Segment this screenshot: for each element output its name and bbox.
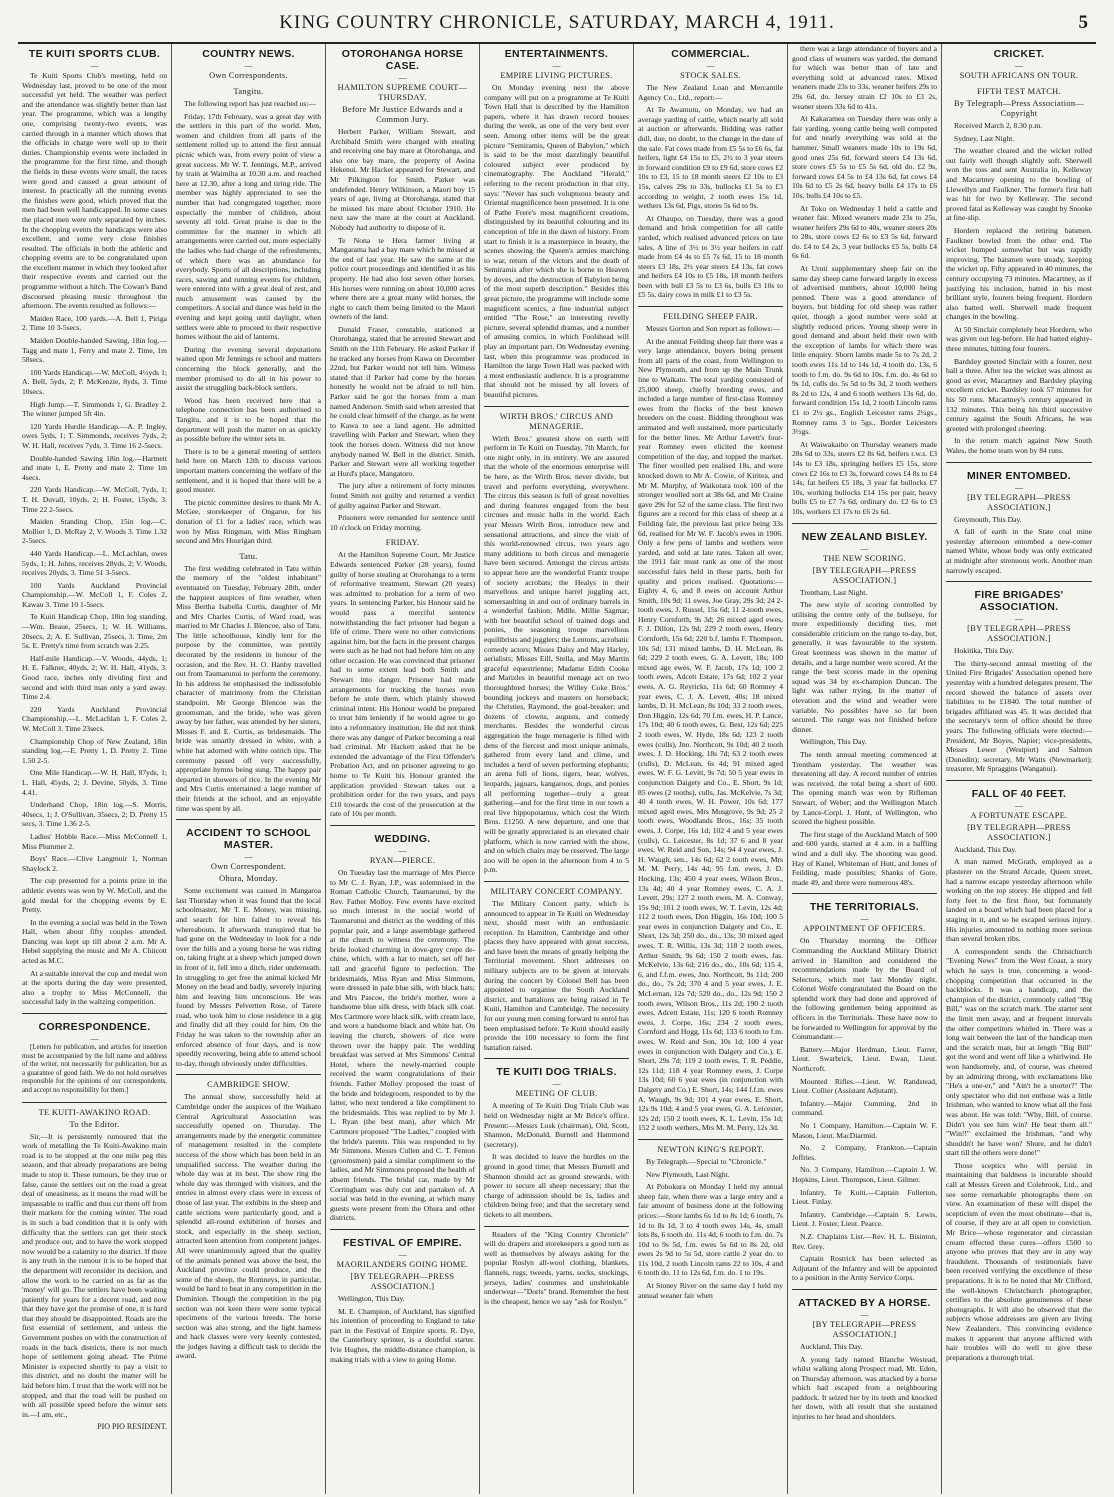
article-paragraph: Greymouth, This Day. [954, 514, 1022, 524]
article-paragraph: Wood has been received here that a telephone connection has been authorised to Tangitu, and it is to be hoped that the department will push the matter on as quickly as possible before the winter sets in. [176, 395, 321, 444]
article-paragraph: On Monday evening next the above company will put on a programme at Te Kuiti Town Hall that is described by the Hamilton papers, where it has drawn record houses during the week, as one of the very best ever seen. Among other items will be the great picture "Semiramis, Queen of Babylon," which is said to be the most dazzlingly beautiful coloured subject ever produced by cinematography. The Auckland "Herald," referring to the recent production in that city, says: "Never has such voluptuous beauty and Oriental magnificence been presented. It is one of Pathe Frere's most magnificent creations, distinguished by its beautiful colouring and its conception of life in the dawn of history. From start to finish it is a masterpiece in beauty, the scenes showing the Queen's armies marching to war, return of the victors and the death of Semiramis after which she is borne to Heaven by doves, and the destruction of Babylon being of the most superb description." Besides this great picture, the programme will include some magnificent scenics, a fine industrial subject entitled "The Rose," an interesting revelly picture, several splendid dramas, and a number of amusing comics, in which Foolshead will play an important part. On Wednesday evening last, when this programme was produced in Hamilton the large Town Hall was packed with a most enthusiastic audience. It is a programme that should not be missed by all lovers of beautiful pictures. [484, 83, 629, 399]
article [638, 306, 783, 1133]
article-paragraph: [Letters for publication, and articles for insertion must be accompanied by the full name and address of the writer, not necessarily for publication, but as a guarantee of good faith. We do not hold ourselves responsible for the opinions of our correspondents, and accept no responsibility for them.] [22, 1044, 167, 1094]
page-number: 5 [1078, 12, 1088, 33]
article-paragraph: The thirty-second annual meeting of the United Fire Brigades' Association opened here yesterday with a hundred delegates present. The record showed the balance of assets over liabilities to be £1840. The total number of brigades affiliated was 45. It was decided that the secretary's term of office should be three years. The following officials were elected:—President, Mr Boyes, Napier; vice-presidents, Messrs Lewer (Westport) and Salmon (Dunedin); secretary, Mr Watts (Newmarket); treasurer, Mr Spraggins (Wanganui). [946, 658, 1092, 774]
article-paragraph: Bardsley greeted Sinclair with a fourer, next ball a three. After tea the wicket was almost as good as ever, Macartney and Bardsley playing excellent cricket. Bardsley took 57 minutes for his 50 runs. Macartney's century appeared in 132 minutes. This being his third successive century against the South Africans, he was greeted with prolonged cheering. [946, 356, 1092, 433]
article [176, 552, 321, 813]
article [22, 48, 167, 1007]
article-paragraph: Received March 2, 8.30 p.m. [954, 121, 1043, 130]
article [176, 819, 321, 1068]
article-paragraph: At Stoney River on the same day I held my annual weaner fair when [638, 1281, 783, 1300]
article [176, 87, 321, 546]
article-paragraph: Te Nona te Hera farmer living at Mangarama had a bay mare which he missed at the end of last year. He saw the same at the police court proceedings and identified it as his property. He had also lost seven other horses. His horses were running on about 10,000 acres where there are a great many wild horses, the right to catch them being limited to the Maori owners of the land. [330, 235, 475, 322]
article-subheading: APPOINTMENT OF OFFICERS. [803, 924, 926, 934]
article-paragraph: By Telegraph.—Special to "Chronicle." [646, 1156, 767, 1166]
article-headline: FESTIVAL OF EMPIRE. [342, 1236, 463, 1249]
headline-divider: — [1015, 614, 1023, 624]
article-paragraph: Infantry, Cambridge.—Captain S. Lewis, Lieut. J. Foster, Lieut. Pearce. [792, 1209, 937, 1229]
article-paragraph: Sydney, Last Night. [954, 133, 1015, 143]
article-paragraph: Wirth Bros.' greatest show on earth will perform in Te Kuiti on Tuesday, 7th March, for one night only, in its entirety. We are assured that the whole of the enormous enterprise will be here, as the Wirth Bros. never divide, but travel and perform everything, everywhere. The circus this season is full of great novelties and during features engaged from the best circuses and music halls in the world. Each year Messrs Wirth Bros. introduce new and sensational attractions, and since the visit of this world-renowned circus, two years ago many additions to both circus and menagerie have been secured. Amongst the circus artists to appear here are the wonderful Frantz troupe of society acrobats; the Healys in their marvellous and unique barrel juggling act, somersaulting in and out of ordinary barrels in a wonderful fashion; Mdlle. Millie Sagmar, with her beautiful school of trained dogs and ponies, the seasoning troupe marvellous equilibrists and jugglers; the Lentons, acrobatic comedy actors; Misses Daisy and May Harley, aerialists; Misses Eill, Stella, and May Martin graceful equestrienne; Madame Edith Cooke and Marizles in beautiful menage act on two thoroughbred horses; the Willey Coke Bros.' bounding jockeys and masters on horseback; the Christies, Raymond, the goal-breaker; and dozens of clowns, augusts, and comedy merchants. Besides the wonderful circus aggregation the huge menagerie is filled with dens of the fiercest and most unique animals, gathered from every land and clime, and includes a herd of seven performing elephants; an arena full of lions, tigers, bear, wolves, leopards, jaguars, kangaroos, dogs, and ponies all performing together—truly a great gathering—and for the first time in our town a real live hippopotamus, which cost the Wirth Bros. £1250. A new departure, and one that will be greatly appreciated is an elevated chair platform, which is now carried with the show, and on which chairs may be reserved. The large zoo will be open in the afternoon from 4 to 5 p.m. [484, 433, 630, 875]
article-paragraph: Maiden Standing Chop, 15in log.—C. Mollier 1, D. McRay 2, V. Woods 3. Time 1.32 2-5secs. [22, 517, 167, 546]
article [176, 48, 321, 81]
article-subheading: Tangitu. [233, 87, 264, 96]
article [638, 48, 783, 300]
article-paragraph: Friday, 17th February, was a great day with the settlers in this part of the world. Men, women and children from all parts of the settlement rolled up to attend the first annual picnic which was, from every point of view a great success. Mr W. T. Jennings, M.P., arrived by train at Waimiha at 10.30 a.m. and reached here at 12.30, after a long and tiring ride. The member was highly appreciated to see the number that had congregated together, more especially the number of children, about seventy all told. Great praise is due to the committee for the manner in which all arrangements were carried out, more especially the ladies who had charge of the refreshments, of which there was an abundance for everybody. Sports of all descriptions, including races, sawing and running events for children, were entered into with a great deal of zest, and much amusement was caused by the competitors. A social and dance was held in the evening and kept going until daylight, when settlers were able to proceed to their respective homes without the aid of lanterns. [176, 111, 321, 342]
article-subheading: Own Correspondent. [210, 862, 287, 872]
letter-signature: PIO PIO RESIDENT. [97, 1422, 167, 1432]
article-headline: FALL OF 40 FEET. [971, 787, 1067, 800]
article [484, 406, 629, 875]
article [330, 48, 475, 532]
article-headline: COUNTRY NEWS. [202, 48, 295, 60]
article [792, 1289, 937, 1422]
column-4 [480, 44, 634, 1494]
headline-divider: — [552, 61, 561, 70]
article-paragraph: The weather cleared and the wicket rolled out fairly well though slightly soft. Sherwell won the toss and sent Australia in, Kelleway and Macartney opening to the bowling of Llewellyn and Faulkner. The former's first ball was hit for two by Kelleway. The second proved fatal as Kelleway was caught by Snooke at fine-slip. [946, 146, 1092, 223]
article-paragraph: At Ohaupo, on Tuesday, there was a good demand and brisk competition for all cattle yarded, which realised advanced prices on late sales. A line of 3½ to 3½ year heifers in calf made from £4 4s to £5 7s 6d, 15 to 18 month steers £3 18s, 2½ year steers £4 13s, fat cows and heifers £4 10s to £5 18s, 18 month heifers been with bull £3 5s to £3 6s, bulls £3 10s to £5 5s, dairy cows in milk £1 to £3 5s. [638, 213, 783, 300]
article-paragraph: A correspondent sends the Christchurch "Evening News" from the West Coast, a story which he says is true, concerning a wood-chopping competition that occurred in the backblocks. It was a handicap, and the champion of the district, commonly called "Big Bill," was on the scratch mark. The starter sent the limit men away, and at frequent intervals the other competitors whirled in. There was a long wait between the last of the handicap men and the scratch man, but at length "Big Bill" got the word and went off like a whirlwind. He won handsomely, and, of course, was cheered by an admiring throng, with exclamations like "He's a one-er," and "Ain't he a snorter?" The only spectator who did not enthuse was a little Irishman, who wanted to know what all the fuss was about. He was told: "Why, Bill, of course. Didn't you see him win? He beat them all." "Win!!" exclaimed the Irishman, "and why shouldn't he have won? Shure, and he didn't start till the others were done!" [946, 946, 1092, 1158]
article-paragraph: At Waiwakaiho on Thursday weaners made 28s 6d to 33s, steers £2 8s 6d, heifers r.w.s. £3 14s to £3 18s, springing heifers £5 15s, store cows £2 16s to £3 3s, forward cows £4 8s to £4 14s, fat heifers £5 18s, 3 year fat bullocks £7 10s, working bullocks £14 15s per pair, heavy bulls £5 to £7 7s 6d, ordinary do. £2 6s to £3 10s, workers £3 17s to £6 2s 6d. [792, 439, 937, 516]
headline-divider: — [398, 1249, 407, 1259]
article [484, 881, 629, 1053]
article-paragraph: Hokitika, This Day. [954, 646, 1014, 656]
article-paragraph: M. E. Champion, of Auckland, has signified his intention of proceeding to England to take part in the Festival of Empire sports. R. Dye, the Canterbury sprinter, is a doubtful starter. Ivie Hughes, the middle-distance champion, is making trials with a view to going Home. [330, 1306, 475, 1364]
article-subheading: Own Correspondents. [209, 71, 288, 80]
article-paragraph: Championship Chop of New Zealand, 18in standing log.—E. Pretty 1, D. Pretty 2. Time 1.50 2-5. [22, 736, 167, 765]
article-paragraph: there was a large attendance of buyers and a good class of weaners was yarded, the demand for which was better than of late and everything sold at advanced rates. Mixed weaners made 23s to 33s, weaner heifers 29s to 29s 6d, do. Jersey strain £2 10s to £3 2s, weaner steers 33s 6d to 41s. [792, 44, 937, 111]
article-paragraph: Infantry.—Major Cumming, 2nd in command. [792, 1098, 937, 1118]
article-subheading: MAORILANDERS GOING HOME. [336, 1259, 469, 1269]
headline-divider: — [90, 61, 99, 70]
article-paragraph: Wellington, This Day. [800, 737, 867, 747]
article [792, 44, 937, 517]
article-paragraph: Ladies' Hobble Race.—Miss McConnell 1, Miss Plummer 2. [22, 831, 167, 851]
article-byline: To the Editor. [69, 1119, 120, 1129]
article-headline: THE TERRITORIALS. [809, 901, 920, 914]
article-paragraph: At 50 Sinclair completely beat Hordern, who was given out leg-before. He had batted eighty-three minutes, hitting four fourers. [946, 324, 1092, 354]
article-paragraph: The new style of scoring controlled by utilising the centre only of the bullseye, for more expeditiously deciding ties, met considerable criticism on the range to-day, but, generally, it was favourable to the system. Great keenness was shown in the matter of details, and a large number were scored. At the range the best scores made in the opening squad was 34 by ex-champion Duncan. The light was rather trying. In the matter of elevation and the wind and weather were variable. No possibles have so far been secured. The range was not finished before dinner. [792, 600, 937, 734]
article-paragraph: Te Kuiti Handicap Chop, 18in log standing.—Wm. Beaue, 25secs, 1; W. H. Williams, 20secs, 2; A. E. Sullivan, 25secs, 3. Time, 2m 5s. E. Pretty's time from scratch was 2.25. [22, 612, 167, 651]
article-paragraph: Sir,—It is persistently rumoured that the work of metalling the Te Kuiti-Awakino main road is to be stopped at the one mile peg this season, and that already preparations are being made to stop it. These rumours, be they true or false, cause the settlers out on the road a great deal of uneasiness, as it means the road will be impassable to traffic and thus cut them off from their markets for the coming winter. The road is in such a bad condition that it is only with difficulty that the settlers can get their stock and produce out, and to have the work stopped now would be a calamity to the district. If there is any truth in the rumour it is to be hoped that the department will reconsider its decision, and allow the work to be carried on as far as the 'money' will go. The settlers have been waiting patiently for years for a decent road, and now that they have got the promise of one, it is hard that they should be disappointed. Roads are the first essential of settlement, and unless the Government pushes on with the construction of roads in the back districts, there is not much hope of settlement going ahead. The Prime Minister is expected shortly to pay a visit to this district, and no doubt the matter will be laid before him. I trust that the work will not be stopped, and that the road will be pushed on with all possible speed before the winter sets in.—I am, etc., [22, 1131, 167, 1419]
article-subheading: EMPIRE LIVING PICTURES. [500, 71, 613, 80]
article-paragraph: The New Zealand Loan and Mercantile Agency Co., Ltd., report:— [638, 83, 783, 102]
article-headline: NEW ZEALAND BISLEY. [801, 530, 928, 543]
article-paragraph: Wellington, This Day. [338, 1293, 405, 1303]
article [946, 462, 1092, 576]
article-byline: Before Mr Justice Edwards and a Common Jury. [342, 105, 463, 124]
article-paragraph: It was decided to leave the hurdles on the ground in good time; that Messrs Burnell and Shannon should act as ground stewards, with power to secure all sheep necessary; that the charge of admission should be 1s, ladies and children being free; and that the secretary send tickets to all members. [484, 1152, 629, 1219]
article-subheading: A FORTUNATE ESCAPE. [970, 810, 1068, 820]
article-paragraph: The Military Concert party, which is announced to appear in Te Kuiti on Wednesday next, should meet with an enthusiastic reception. In Hamilton, Cambridge and other places they have appeared with great success, and have been the means of greatly helping the Territorial movement. Short addresses on military subjects are to be given at intervals during the concert by Colonel Bell has been appointed to organise the South Auckland district, and battalions are being raised in Te Kuiti, Hamilton and Cambridge. The necessity for our young men coming forward to enrol has been emphasised before. Te Kuiti should easily provide the 100 necessary to form the first battalion raised. [484, 898, 629, 1052]
article [330, 1229, 475, 1364]
article [946, 48, 1092, 81]
article-paragraph: Messrs Gorton and Son report as follows:— [646, 324, 781, 334]
article-headline: WEDDING. [374, 832, 431, 845]
article-paragraph: Infantry, Te Kuiti.—Captain Fullerton, Lieut. Finlay. [792, 1187, 937, 1207]
article-subheading: FRIDAY. [385, 538, 420, 548]
article [22, 1102, 167, 1432]
article-paragraph: At the annual Feilding sheep fair there was a very large attendance, buyers being present from all parts of the coast, from Wellington to New Plymouth, and from up the Main Trunk line to Waikato. The total yarding consisted of 25,000 sheep, chiefly breeding ewes, and included a large number of first-class Romney ewes from the flocks of the best known breeders on the coast. Bidding throughout was animated and well sustained, more particularly for the better lines. Mr Arthur Levett's four-year Romney ewes elicited the keenest competition of the day, and topped the market. The finer woolled pen realised 18s, and were knocked down to Mr A. Cowie, of Kiritea, and Mr M. Murphy, of Waikotara took 100 of the stronger woolled sort at 38s 6d, and Mr Craine gave 29s for 52 of the same class. The first two figures are a record for this class of sheep at a Feilding fair, the previous last price being 33s 6d, realised for Mr W. F. Jacob's ewes in 1906. Only a few pens of lambs and wethers were yarded, and sold at late rates. Taken all over, the 1911 fair must rank as one of the most successful fairs held in these parts, both for quality and prices realised. Quotations:—Eighty 4, 6, and 8 ewes on account Arthur Smith, 10s 9d; 11 ewes, Joe Gray, 29s 3d; 24 2-tooth ewes, J. Russel, 15s 6d; 11 2-tooth ewes, Henry Cornforth, 9s 3d; 26 mixed aged ewes, F. J. Dillon, 12s 9d; 229 2 tooth ewes, Henry Cornforth, 15s 6d; 220 b.f. lambs F. Thompson, 10s 5d; 131 mixed lambs, D. H. McLean, 8s 6d; 229 2 tooth ewes, G. A. Levett, 18s; 100 mixed age ewes, W. F. Jacob, 17s 1d; 100 2 tooth ewes, Adcett Estate, 17s 6d; 102 2 year ewes, A. G. Reyricks, 11s 6d; 60 Romney 4 year ewes, C. J. A. Levett, 40s; 18 mixed lambs, D. H. McLean, 8s 10d; 33 2 tooth ewes, Don Higgin, 12s 6d; 70 f.m. ewes, H. P. Lance, 17s 10d; 40 6 tooth ewes, G. Best, 12s 6d; 225 2 tooth ewes, W. Hyde, 18s 6d; 123 2 tooth ewes (culls), Jno. Northcott, 9s 10d; 40 2 tooth ewes, J. D. Hocking, 18s 7d; 63 2 tooth ewes (culls), D. McLean, 6s 4d; 91 mixed aged ewes, W. F. G. Levitt, 9s 7d; 50 5 year ewes in conjunction Daigety and Co., E. Short, 9s 1d; 85 ewes (2 tooths), culls, Jas. McKelvie, 7s 3d; 40 4 tooth ewes, W. H. Power, 10s 6d; 177 mixed aged ewes, Mrs Musgrove, 9s 9d; 25 2 tooth ewes, Woodlands Bros., 16s; 35 tooth ewes, J. Corpe, 16s 1d; 102 4 and 5 year ewes (culls), G. Leicester, 8s 1d; 37 6 and 8 year ewes, W. Reid and Son, 14s; 94 4 year ewes, J. H. Waugh, sen., 14s 6d; 62 2 tooth ewes, Mrs M. M. Perry, 14s 4d; 95 f.m. ewes, J. D. Hocking, 13s; 450 4 year ewes, Wilson Bros., 13s 4d; 40 4 year Romney ewes, C. A. J. Levett, 29s; 127 2 tooth ewes, M. A. Conway, 15s 9d; 101 2 tooth ewes, W. T. Levin, 12s 4d; 112 2 tooth ewes, Don Higgin, 16s 10d; 100 5 year ewes in conjunction Daigety and Co., E. Short, 12s 3d; 250 do., do., 13s; 30 mixed aged ewes, T. R. Willis, 13s 3d; 118 2 tooth ewes, Arthur Smith, 9s 6d; 150 2 tooth ewes, Jas. McKelvie, 13s 6d; 216 do., do., 10s 6d; 115 4, 6, and f.f.m. ewes, Jno. Northcott, 9s 11d; 200 do., do., 7s 2d; 370 4 and 5 year ewes, J. E. McLernan, 12s 7d; 520 do., do., 12s 9d; 150 2 tooth ewes, Wilson Bros., 11s 2d; 190 2 tooth ewes, Adcett Estate, 11s; 120 6 tooth Romney ewes, J. Corpe, 16s; 234 2 tooth ewes, Cornford and Hogg, 11s 6d; 133 6 tooth to f.m. ewes, W. Reid and Son, 10s 1d; 100 4 year ewes in conjunction with Dalgety and Co.), E. Short, 29s 7d; 119 2 tooth ewes, T. R. Peddie, 12s 11d; 118 4 year Romney ewes, J. Corpe 13s 10d; 60 6 year ewes (in conjunction with Dalgety and Co.) E. Short, 14s; 144 f.f.m. ewes A. Waugh, 9s 9d; 101 4 year ewes, E. Short, 12s 9s 10d; 4 and 5 year ewes, G. A. Leicester, 12s 2d; 150 2 tooth ewes, K. L. Levin, 15s 1d; 152 2 tooth wethers, Mrs M. M. Perry, 12s 3d. [638, 336, 783, 1133]
article-paragraph: Maiden Double-handed Sawing, 18in log.—Tagg and mate 1, Ferry and mate 2. Time, 1m 58secs. [22, 336, 167, 365]
article-byline: [BY TELEGRAPH—PRESS ASSOCIATION.] [812, 1319, 917, 1339]
article-paragraph: The tenth annual meeting commenced at Trentham yesterday. The weather was threatening all day. A record number of entries was received, the total being a short of 600. The opening match was won by Rifleman Stewart, of Weber; and the Wellington Match by Lance-Corpl. J. Hunt, of Wellington, who scored the highest possible. [792, 750, 937, 827]
article-paragraph: The cup presented for a points prize in the athletic events was won by W. McColl, and the gold medal for the chopping events by E. Pretty. [22, 876, 167, 915]
article-paragraph: Readers of the "King Country Chronicle" will do drapers and storekeepers a good turn as well as themselves by always asking for the popular Roslyn all-wool clothing, blankets, flannels, rugs, tweeds, yarns, socks, stockings, jerseys, ladies' costumes and unshrinkable underwear—"Doris" brand. Remember the best is the cheapest, hence we say "ask for Roslyn." [484, 1229, 629, 1306]
article-paragraph: The first wedding celebrated in Tatu within the memory of the "oldest inhabitant" eventuated on Tuesday, February 28th, under the happiest auspices of fine weather, when Miss Bertha Isabella Curtis, daughter of Mr and Mrs Charles Curtis, of Ward road, was married to Mr Charles J. Blencoe, also of Tatu. The little schoolhouse, kindly lent for the purpose by the committee, was prettily decorated by the residents in honour of the occasion, and the Rev. H. O. Hanby travelled out from Taumarunui to perform the ceremony. In his address he emphasised the indissoluble character of matrimony from the Christian standpoint. Mr George Blencoe was the groomsman, and the bride, who was given away by her father, was attended by her sisters, Misses F. and E. Curtis, as bridesmaids. The bride was smartly dressed in white, with a white hat adorned with white ostrich tips. The ceremony passed off very successfully, appropriate hymns being sung. The happy pair departed in showers of rice. In the evening Mr and Mrs Curtis entertained a large number of their friends at the school, and an enjoyable time was spent by all. [176, 563, 321, 813]
article-paragraph: Prisoners were remanded for sentence until 10 o'clock on Friday morning. [330, 513, 475, 532]
article-paragraph: In the return match against New South Wales, the home team won by 84 runs. [946, 436, 1092, 455]
article-paragraph: New Plymouth, Last Night. [646, 1169, 730, 1179]
headline-divider: — [244, 852, 253, 862]
article-headline: OTOROHANGA HORSE CASE. [341, 48, 464, 72]
article-paragraph: The annual show, successfully held at Cambridge under the auspices of the Waikato Central Agricultural Association was successfully opened on Thursday. The arrangements made by the energetic committee of management resulted in the complete success of the show which has been held in an unqualified success. The weather during the whole day was at its best. The show ring the whole day was thronged with visitors, and the entries in almost every class were in excess of those of last year. The exhibits in the sheep and cattle sections were particularly good, and a splendid all-round exhibition of horses and stock, and especially in the sheep section, attracted keen attention from competent judges. All were unanimously agreed that the quality of the animals penned was above the best, the Auckland province could produce, and the some of the sheep, the Romneys, in particular, would be hard to beat in any competition in the Dominion. Though the competition in the pig section was not keen there were some typical specimens of the various breeds. The horse section was also strong, and the light harness and hack classes were very keenly contested, the judges having a difficult task to decide the award. [176, 1092, 321, 1361]
masthead [18, 4, 1096, 44]
article [176, 1074, 321, 1361]
article-paragraph: A fall of earth in the State coal mine yesterday afternoon entombed a new-comer named White, whose body was only extricated at midnight after strenuous work. Another man narrowly escaped. [946, 527, 1092, 575]
article-paragraph: The jury after a retirement of forty minutes found Smith not guilty and returned a verdict of guilty against Parker and Stewart. [330, 481, 475, 510]
headline-divider: — [1015, 482, 1023, 492]
article-paragraph: 100 Yards Auckland Provincial Championship.—W. McColl 1, F. Coles 2, Kawau 3. Time 10 1-5secs. [22, 580, 167, 609]
article-headline: ACCIDENT TO SCHOOL MASTER. [186, 827, 311, 852]
article-paragraph: A meeting of Te Kuiti Dog Trials Club was held on Wednesday night at Mr Brice's office. Present:—Messrs Lusk (chairman), Old, Scott, Shannon, McDonald, Burnell and Hammond (secretary). [484, 1101, 629, 1149]
article-subheading: FEILDING SHEEP FAIR. [663, 312, 758, 322]
article-subheading: Tatu. [239, 551, 258, 561]
article-paragraph: Underhand Chop, 18in log.—S. Morris, 40secs, 1; J. O'Sullivan, 35secs, 2; D. Pretty 15 secs, 3. Time 1.36 2-5. [22, 800, 167, 829]
headline-divider: — [398, 845, 407, 855]
article-paragraph: 440 Yards Handicap.—L. McLachlan, owes 5yds, 1; H. Johns, receives 28yds, 2; V. Woods, receives 20yds, 3. Time 51 3-5secs. [22, 548, 167, 578]
article-paragraph: At Uruti supplementary sheep fair on the same day sheep came forward largely in excess of advertised numbers, about 10,000 being penned. There was a good attendance of buyers, but bidding for old sheep was rather quiet, though a good number were sold at slightly reduced prices. Young sheep were in good demand and about held their own with the exception of lambs for which there was little enquiry. Shorn lambs made 5s to 7s 2d, 2 tooth ewes 11s 1d to 14s 1d, 4 tooth do. 13s, 6 tooth to f.m. do. 9s 6d to 10s, f.m. do. 4s 6d to 9s 1d, culls do. 5s 5d to 9s 3d, 2 tooth wethers 8s 2d to 12s, 4 and 6 tooth wethers 13s 6d, do. forward condition 15s 1d, 2 tooth Lincoln rams £1 to 2½ gs., English Leicester rams 2¼gs., Romney rams 3 to 5gs., Border Leicesters 3½gs. [792, 264, 937, 437]
article-subheading: MEETING OF CLUB. [515, 1089, 598, 1099]
article [792, 523, 937, 888]
article-paragraph: Captain Rostrick has been selected as Adjutant of the Infantry and will be appointed to a position in the Army Service Corps. [792, 1254, 937, 1283]
article-paragraph: One Mile Handicap.—W. H. Hall, 87yds, 1; L. Hall, 45yds, 2; J. Devine, 50yds, 3. Time 4.41. [22, 768, 167, 797]
article [330, 825, 475, 1223]
article-paragraph: The picnic committee desires to thank Mr A. McGee, storekeeper of Ongarue, for his donation of £1 for a ladies' race, which was won by Miss Ringman, with Miss Ringham second and Mrs Hourigan third. [176, 497, 321, 546]
article-paragraph: During the evening several deputations waited upon Mr Jennings re school and matters concerning the block generally, and the member promised to do all in his power to assist the struggling back-block settlers. [176, 344, 321, 393]
article-subheading: STOCK SALES. [680, 71, 741, 80]
article-paragraph: At Te Awamutu, on Monday, we had an average yarding of cattle, which nearly all sold at auction or afterwards. Bidding was rather dull, due, no doubt, to the change in the date of the sale. Fat cows made from £5 5s to £6 6s, fat heifers, light £4 15s to £5, 2½ to 3 year steers in forward condition £9 to £9 6d, store cows £2 10s to £3, 15 to 18 month steers £2 10s to £3 15s, calves 29s to 33s, bullocks £1 5s to £3 according to weight, 2 tooth ewes 15s 1d, wethers 13s 6d, Pigs, stores 5s 6d to 9s. [638, 105, 783, 211]
headline-divider: — [706, 61, 715, 70]
article-paragraph: Maiden Race, 100 yards.—A. Bell 1, Piriga 2. Time 10 3-5secs. [22, 313, 167, 333]
headline-divider: — [860, 543, 869, 553]
article-subheading: TE KUITI-AWAKINO ROAD. [38, 1107, 151, 1117]
article-headline: TE KUITI SPORTS CLUB. [28, 48, 161, 60]
article [484, 1058, 629, 1219]
article-subheading: RYAN—PIERCE. [369, 855, 436, 865]
column-1 [18, 44, 172, 1494]
article-paragraph: At a suitable interval the cup and medal won at the sports during the day were presented, also a trophy to Miss McConnell, the successful lady in the waltzing competition. [22, 968, 167, 1007]
article-paragraph: A man named McGrath, employed as a plasterer on the Strand Arcade, Queen street, had a narrow escape yesterday afternoon while working on the top storey. He slipped and fell forty feet to the first floor, but fortunately landed on a board which had been placed for a staging in it, and so he escaped serious injury. His injuries amounted to nothing more serious than several broken ribs. [946, 857, 1092, 944]
article-headline: ENTERTAINMENTS. [504, 48, 609, 60]
article-paragraph: No. 2 Company, Frankton.—Captain Jeffries. [792, 1143, 937, 1162]
article-paragraph: No 1 Company, Hamilton.—Captain W. F. Mason, Lieut. MacDiarmid. [792, 1121, 937, 1140]
article-paragraph: 100 Yards Handicap.—W. McColl, 4½yds 1; A. Bell, 5yds, 2; P. McKenzie, 8yds, 3. Time 10secs. [22, 367, 167, 396]
headline-divider: — [552, 1079, 561, 1089]
article-paragraph: Half-mile Handicap.—V. Woods, 44yds, 1; H. E. Falkner, 40yds, 2; W. H. Hall, 41yds, 3. Good race, inches only dividing first and second and with third man only a yard away. Time 2.4. [22, 653, 167, 702]
article-subheading: NEWTON KING'S REPORT. [657, 1144, 764, 1154]
article-headline: ATTACKED BY A HORSE. [798, 1296, 931, 1309]
article-byline: Ohura, Monday. [219, 874, 278, 884]
column-5 [634, 44, 788, 1494]
article-paragraph: 220 Yards Auckland Provincial Championship.—L. McLachlan 1, F. Coles 2, W. McColl 3. Time 23secs. [22, 704, 167, 733]
article-paragraph: At the Hamilton Supreme Court, Mr Justice Edwards sentenced Parker (28 years), found guilty of horse stealing at Otorohanga to a term of reformative treatment, Stewart (20 years) was admitted to probation for a term of two years. In sentencing Parker, his Honour said he would pass a merciful sentence notwithstanding the fact prisoner had begun a life of crime. There were no other convictions against him, but the facts in the present charges were such as he had not had before him on any other occasion. He was convinced that prisoner had to some extent lead both Smith and Stewart into danger. Prisoner had made arrangements for trucking the horses even before he stole them, which plainly showed criminal intent. His Honour would be prepared to treat him leniently if he would agree to go into a reformatory institution. He did not think there was any danger of Parker becoming a real bad criminal. Mr Hackett asked that he be extended the advantage of the First Offender's Probation Act, and on prisoner agreeing to go home to Te Kuiti his Honour granted the application provided Stewart takes out a prohibition order for the two years, and pays £10 towards the cost of the prosecution at the rate of 10s per month. [330, 550, 475, 819]
newspaper-title: KING COUNTRY CHRONICLE, SATURDAY, MARCH 4, 1911. [279, 12, 835, 33]
column-6 [788, 44, 942, 1494]
article-paragraph: N.Z. Chaplains List.—Rev. H. L. Bisinton, Rev. Grey. [792, 1231, 937, 1251]
article-byline: [BY TELEGRAPH—PRESS ASSOCIATION.] [350, 1271, 455, 1291]
article-headline: MINER ENTOMBED. [966, 469, 1072, 482]
article-byline: [BY TELEGRAPH—PRESS ASSOCIATION.] [967, 822, 1071, 842]
article-paragraph: There is to be a general meeting of settlers held here on March 12th to discuss various important matters concerning the welfare of the settlement, and it is hoped that there will be a good muster. [176, 446, 321, 495]
article-paragraph: Battery.—Major Herdman, Lieut. Farrer, Lieut. Swarbrick, Lieut. Ewan, Lieut. Northcroft. [792, 1044, 937, 1074]
article [946, 581, 1092, 774]
article-byline: By Telegraph—Press Association—Copyright [954, 99, 1084, 118]
article [484, 48, 629, 400]
headline-divider: — [90, 1034, 99, 1044]
article-subheading: HAMILTON SUPREME COURT—THURSDAY. [337, 83, 468, 102]
article-paragraph: A young lady named Blanche Westead, whilst walking along Prospect road, Mt. Eden, on Thursday afternoon, was attacked by a horse which had escaped from a neighbouring paddock. It seized her by its teeth and knocked her down, with all result that she sustained injuries to her head and shoulders. [792, 1354, 937, 1422]
article-paragraph: 220 Yards Handicap.—W. McColl, 7yds, 1; T. H. Duvall, 10yds, 2; H. Foster, 15yds, 3. Time 22 2-5secs. [22, 485, 167, 514]
headline-divider: — [244, 61, 253, 70]
article-paragraph: Some excitement was caused in Mangaroa last Thursday when it was found that the local schoolmaster, Mr T. E. Money, was missing, and search for him failed to reveal his whereabouts. It afterwards transpired that he had gone on the Wednesday to look for a ride over the hills and a young horse he was riding on, taking fright at a sheep which jumped down in front of it, fell into a ditch, rider underneath. In struggling to get free the animal kicked Mr Money on the head and badly, severely injuring him and leaving him unconscious. He was found by Messrs Pelvertten Rose, of Tarere road, who took him to close residence in a gig and finally did all they could for him. On the Friday he was taken to the township after an enforced absence of four days, and is now speedily recovering, being able to attend school to-day, though obviously under difficulties. [176, 886, 321, 1068]
article-paragraph: In the evening a social was held in the Town Hall, when about fifty couples attended. Dancing was kept up till about 2 a.m. Mr A. Hebel supplying the music and Mr A. Chitcott acted as M.C. [22, 917, 167, 966]
column-7 [942, 44, 1096, 1494]
article-byline: [BY TELEGRAPH—PRESS ASSOCIATION.] [967, 492, 1071, 512]
article [22, 1013, 167, 1096]
article-headline: COMMERCIAL. [671, 48, 750, 60]
article-paragraph: The first stage of the Auckland Match of 500 and 600 yards, started at 4 a.m. in a baffling wind and a dull sky. The shooting was good. Hay of Kanel, Whiteman of Hutt, and Jones of Feilding, made possibles; Shanks of Gore, made 49, and there were numerous 48's. [792, 829, 937, 887]
newspaper-columns [18, 44, 1096, 1494]
article-subheading: THE NEW SCORING. [822, 553, 907, 563]
headline-divider: — [860, 1309, 869, 1319]
article-paragraph: Those sceptics who will persist in maintaining that baldness is incurable should call at Messrs Green and Colebrook, Ltd., and see some remarkable photographs there on view. An examination of these will dispel the scepticism of even the most obstinate—that is, of course, if they are at all open to conviction. Mr Brice—whose regenerator and circassian cream effected these cures—offers £500 to anyone who proves that they are in any way fraudulent. Thousands of testimonials have been received verifying the excellence of these preparations. It is to be noted that Mr Clifford, the well-known Christchurch photographer, certifies to the absolute genuineness of these photographs. It will also be observed that the subjects whose addresses are given are living New Zealanders. This convincing evidence makes it apparent that anyone afflicted with hair troubles will do well to give these preparations a thorough trial. [946, 1160, 1092, 1362]
article-subheading: MILITARY CONCERT COMPANY. [490, 886, 623, 896]
article-paragraph: 120 Yards Hurdle Handicap.—A. P. Ingley, owes 5yds, 1; T. Simmonds, receives 7yds, 2; W. H. Hall, receives 7yds, 3. Time 16 2-5secs. [22, 421, 167, 450]
headline-divider: — [398, 73, 407, 82]
article [946, 87, 1092, 456]
article-byline: [BY TELEGRAPH—PRESS ASSOCIATION.] [812, 565, 917, 585]
article-paragraph: Herbert Parker, William Stewart, and Archibald Smith were charged with stealing and receiving one bay mare at Otorohanga, and also one bay mare, the property of Awina Hekenui. Mr Hacket appeared for Stewart, and Mr Pilkington for Smith. Parker was undefended. Henry Wilkinson, a Maori boy 15 years of age, living at Otorohanga, stated that he missed his mare about October 1910. He next saw the mare at the court at Auckland. Nobody had authority to dispose of it. [330, 127, 475, 232]
headline-divider: — [1015, 61, 1023, 70]
article-headline: CRICKET. [993, 48, 1045, 60]
article-paragraph: Auckland, This Day. [954, 844, 1017, 854]
article-subheading: WIRTH BROS.' CIRCUS AND MENAGERIE. [499, 411, 614, 431]
article-headline: FIRE BRIGADES' ASSOCIATION. [974, 589, 1064, 614]
article [792, 893, 937, 1283]
article [946, 780, 1092, 1362]
article-paragraph: At Toko on Wednesday I held a cattle and weaner fair. Mixed weaners made 23s to 25s, weaner heifers 29s 6d to 40s, weaner steers 20s to 28s, store cows £2 6s to £3 5s 6d, forward do. £4 to £4 2s, 3 year bullocks £5 5s, bulls £4 6s 6d. [792, 203, 937, 261]
column-2 [172, 44, 326, 1494]
article-paragraph: At Kakaramea on Tuesday there was only a fair yarding, young cattle being well competed for and nearly everything was sold at the hammer. Small weaners made 10s to 19s 6d, good ones 25s 6d, forward steers £4 13s 6d, store cows £5 5s to £5 5s 6d, old do. £2 9s, forward cows £4 5s to £4 13s 6d, fat cows £4 10s 6d to £5 2s 6d, heavy bulls £4 17s to £6 10s, bulls £4 10s to £5. [792, 114, 937, 200]
article-paragraph: Te Kuiti Sports Club's meeting, held on Wednesday last, proved to be one of the most successful yet held. The weather was perfect and the attendance was slightly better than last year. The programme, which was a lengthy one, comprising twenty-two events, was carried through in a manner which shows that the officials in charge were well up to their duties. Championship events were included in the programme for the first time, and though the fields in these events were small, the races were good and caused a great amount of interest. In practically all the running events the finishes were good, which proved that the men had been well handicapped. In some cases the placed men were only separated by inches. In the chopping events the handicaps were also excellent, and some very close finishes resulted. The officials in both the athletic and chopping events are to be congratulated upon the excellent manner in which they looked after their respective events and carried out the programme without a hitch. The Cowan's Band discoursed pleasing music throughout the afternoon. The events resulted as follows:— [22, 71, 167, 311]
article-paragraph: Mounted Rifles.—Lieut. W. Randstead, Lieut. Collier (Assistant Adjutant). [792, 1076, 937, 1096]
article-byline: [BY TELEGRAPH—PRESS ASSOCIATION.] [967, 624, 1071, 644]
article-paragraph: On Tuesday last the marriage of Mrs Pierce to Mr C. J. Ryan, J.P., was solemnised in the Roman Catholic Church, Taumarunui, by the Rev. Father Molloy. Few events have excited so much interest in the social world of Taumarunui and district as the wedding of this popular pair, and a large assemblage gathered at the church to witness the ceremony. The bride looked charming in dove-grey crepe de-chine, which, with a hat to match, set off her tall and graceful figure to perfection. The bridesmaids, Miss Ryan and Miss Simmons, were dressed in pale blue silk, with black hats; and Mrs Pascoe, the bride's mother, wore a handsome blue silk dress, with black silk coat. Mrs Cartmore wore black silk, with cream lace, and wore a handsome black and white hat. On leaving the church, showers of rice were thrown over the happy pair. The wedding breakfast was served at Mrs Simmons' Central Hotel, where the newly-married couple received the warm congratulations of their friends. Father Molloy proposed the toast of the bride and bridegroom, responded to by the latter, who next tendered a like compliment to the bridesmaids. This was replied to by Mr J. L. Ryan (the best man), after which Mr Cartmore proposed "The Ladies," coupled with the bride's parents. This was responded to by Mr Simmons. Messrs Cullen and C. T. Fenton (groomsmen) paid a similar compliment to the ladies, and Mr Simmons proposed the health of absent friends. The bridal car, made by Mr Corringham was duly cut and partaken of. A social was held in the evening, at which many guests were present from the Ohura and other districts. [330, 867, 475, 1223]
headline-divider: — [860, 914, 869, 924]
article-headline: CORRESPONDENCE. [38, 1021, 151, 1034]
article-subheading: CAMBRIDGE SHOW. [207, 1080, 290, 1090]
article-paragraph: Auckland, This Day. [800, 1341, 863, 1351]
article-paragraph: The following report has just reached us:— [184, 99, 317, 108]
article [484, 1226, 629, 1307]
article-paragraph: No. 3 Company, Hamilton.—Captain J. W. Hopkins, Lieut. Thompson, Lieut. Gilmer. [792, 1165, 937, 1184]
headline-divider: — [1015, 800, 1023, 810]
article [638, 1139, 783, 1300]
article-paragraph: Hordern replaced the retiring batsmen. Faulkner bowled from the other end. The wicket bumped somewhat but was rapidly improving. The batsmen were steady, keeping the wicket up. Fifty appeared in 40 minutes, the century occupying 73 minutes. Macartney, as if justifying his inclusion, batted in his most brilliant style, fourers being frequent. Hordern also batted well. Sherwell made frequent changes in the bowling. [946, 225, 1092, 322]
article-paragraph: Boys' Race.—Clive Langmuir 1, Norman Shaylock 2. [22, 854, 167, 873]
article-paragraph: On Thursday morning the Officer Commanding the Auckland Military District arrived in Hamilton and considered the recommendations made by the Board of Selectors, which met last Monday night. Colonel Wolfe congratulated the Board on the splendid work they had done and approved of the following gentlemen being appointed as officers in the Territorials. These have now to be forwarded to Wellington for approval by the Commandant:— [792, 936, 937, 1042]
article-paragraph: Trentham, Last Night. [800, 587, 868, 597]
article-paragraph: Donald Fraser, constable, stationed at Otorohanga, stated that he arrested Stewart and Smith on the 11th February. He asked Parker if he tracked any horses from Kawa on December 22nd, but Parker would not tell him. Witness stated that if Parker had come by the horses honestly he would not be afraid to tell him. Parker said he got the horses from a man named Anderson. Smith said when arrested that he could clear himself of the charge, as he went to Kawa to see a land agent. He admitted travelling with Parker and Stewart, when they took the horses down. Witness did not know anybody named W. Bell in the district. Smith, Parker and Stewart were all working together at Hurd's place, Mangatoro. [330, 324, 475, 478]
article-paragraph: High Jump.—T. Simmonds 1, G. Bradley 2. The winner jumped 5ft 4in. [22, 399, 167, 419]
article-headline: TE KUITI DOG TRIALS. [496, 1066, 617, 1079]
article [330, 538, 475, 819]
article-subheading: SOUTH AFRICANS ON TOUR. [959, 71, 1079, 80]
article-paragraph: At Pohokura on Monday I held my annual sheep fair, when there was a large entry and a fair amount of business done at the following prices:—Store lambs 6s 1d to 8s 1d; 6 tooth, 7s 1d to 8s 1d, 3 to 4 tooth ewes 14s, 4s, small lots 8s, 6 tooth do. 11s 4d, 6 tooth to f.m. do. 7s 10d to 9s 5d, f.m. ewes 5s 6d to 8s 2d, old ewes 2s 9d to 5s 5d, store cattle 2 year do. to 11s 10d, 2 tooth Lincoln rams 22 to 10s, 4 and 6 tooth do. 11 to 12s 6d, f.m. do. 1 to 19s. [638, 1182, 783, 1278]
article-paragraph: Double-handed Sawing 18in log.—Hartnett and mate 1, E. Pretty and mate 2. Time 1m 4secs. [22, 453, 167, 482]
article-subheading: FIFTH TEST MATCH. [977, 87, 1061, 96]
column-3 [326, 44, 480, 1494]
